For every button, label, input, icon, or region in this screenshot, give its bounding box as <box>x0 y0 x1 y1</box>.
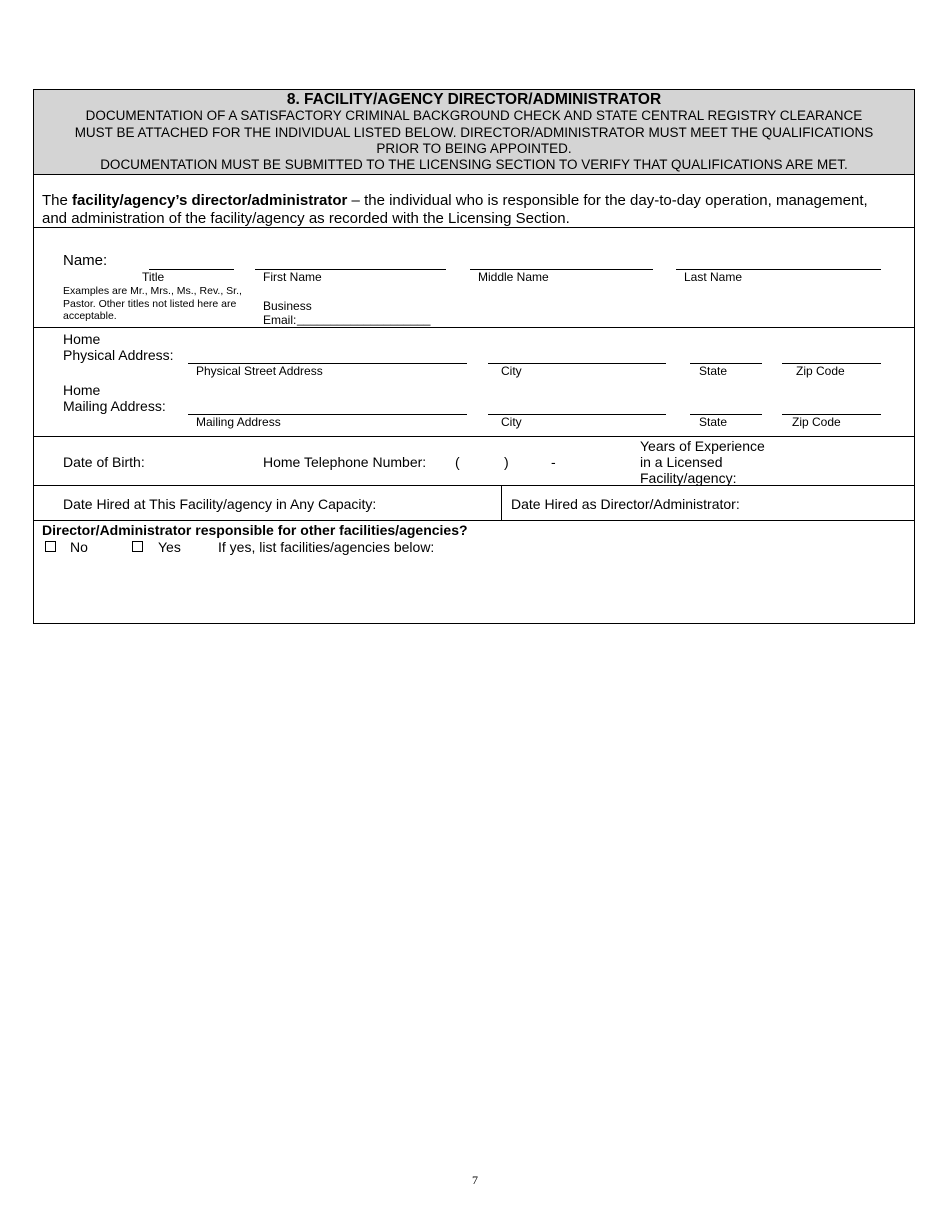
dob-label: Date of Birth: <box>63 454 145 470</box>
experience-label-3: Facility/agency: <box>640 470 737 486</box>
definition-term: facility/agency’s director/administrator <box>72 192 348 209</box>
physical-city-caption: City <box>501 364 522 378</box>
mailing-street-caption: Mailing Address <box>196 415 281 429</box>
divider <box>34 227 914 228</box>
physical-zip-caption: Zip Code <box>796 364 845 378</box>
experience-label-2: in a Licensed <box>640 454 723 470</box>
instruction-line-4: DOCUMENTATION MUST BE SUBMITTED TO THE LICENSING SECTION TO VERIFY THAT QUALIFICATIONS ARE MET. <box>100 157 848 172</box>
last-name-caption: Last Name <box>684 270 743 284</box>
instruction-line-2: MUST BE ATTACHED FOR THE INDIVIDUAL LISTED BELOW. DIRECTOR/ADMINISTRATOR MUST MEET THE QUALIFICATIONS <box>74 125 874 140</box>
title-note: Examples are Mr., Mrs., Ms., Rev., Sr., Pastor. Other titles not listed here are acceptable. <box>63 285 242 322</box>
phone-label: Home Telephone Number: <box>263 454 427 470</box>
yes-checkbox[interactable] <box>132 541 143 552</box>
title-caption: Title <box>142 270 165 284</box>
physical-street-caption: Physical Street Address <box>196 364 323 378</box>
physical-address-label: Physical Address: <box>63 347 174 363</box>
definition-line-2: and administration of the facility/agency as recorded with the Licensing Section. <box>42 210 570 227</box>
definition-line-1: The facility/agency’s director/administrator – the individual who is responsible for the day-to-day operation, management, <box>42 192 868 209</box>
yes-label: Yes <box>158 539 181 555</box>
instruction-line-3: PRIOR TO BEING APPOINTED. <box>376 141 572 156</box>
email-field[interactable]: ____________________ <box>297 312 431 326</box>
email-label: Email: <box>263 313 297 327</box>
divider <box>34 485 914 486</box>
divider-vertical <box>501 485 502 520</box>
phone-area-open: ( <box>455 454 460 470</box>
facilities-list-area[interactable] <box>42 560 906 618</box>
no-label: No <box>70 539 88 555</box>
section-title: 8. FACILITY/AGENCY DIRECTOR/ADMINISTRATOR <box>286 91 662 108</box>
middle-name-caption: Middle Name <box>478 270 549 284</box>
name-label: Name: <box>63 252 108 269</box>
divider <box>34 436 914 437</box>
date-hired-director-label: Date Hired as Director/Administrator: <box>511 496 740 512</box>
divider <box>34 327 914 328</box>
phone-area-close: ) <box>504 454 509 470</box>
date-hired-any-label: Date Hired at This Facility/agency in Any Capacity: <box>63 496 377 512</box>
mailing-state-caption: State <box>699 415 728 429</box>
physical-state-caption: State <box>699 364 728 378</box>
list-facilities-prompt: If yes, list facilities/agencies below: <box>218 539 435 555</box>
mailing-address-label: Mailing Address: <box>63 398 166 414</box>
director-form <box>33 89 915 624</box>
first-name-caption: First Name <box>263 270 322 284</box>
experience-label-1: Years of Experience <box>640 438 765 454</box>
no-checkbox[interactable] <box>45 541 56 552</box>
email-label-business: Business <box>263 299 312 313</box>
instruction-line-1: DOCUMENTATION OF A SATISFACTORY CRIMINAL BACKGROUND CHECK AND STATE CENTRAL REGISTRY CLEARANCE <box>85 108 863 123</box>
phone-dash: - <box>551 454 556 470</box>
physical-address-label-home: Home <box>63 331 101 347</box>
mailing-address-label-home: Home <box>63 382 101 398</box>
divider <box>34 520 914 521</box>
mailing-city-caption: City <box>501 415 522 429</box>
section-header <box>34 90 914 175</box>
mailing-zip-caption: Zip Code <box>792 415 841 429</box>
other-facilities-question: Director/Administrator responsible for other facilities/agencies? <box>42 522 468 538</box>
page-number: 7 <box>472 1173 478 1187</box>
